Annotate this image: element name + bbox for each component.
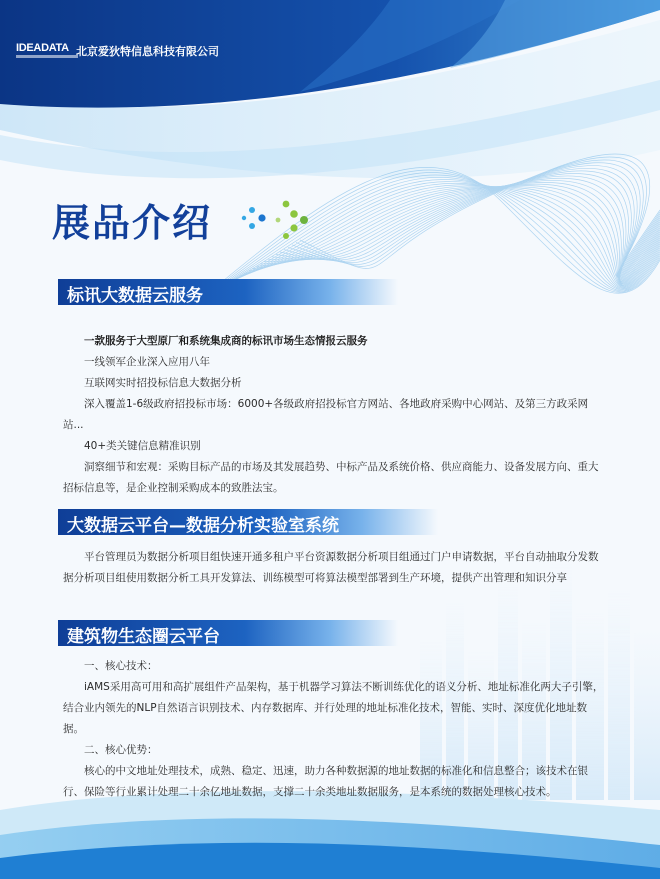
company-name: 北京爱狄特信息科技有限公司 — [76, 45, 219, 58]
section-title: 标讯大数据云服务 — [67, 286, 203, 306]
paragraph: 二、核心优势： — [84, 744, 158, 756]
logo-wordmark: IDEADATA — [16, 42, 69, 54]
paragraph: iAMS采用高可用和高扩展组件产品架构，基于机器学习算法不断训练优化的语义分析、地址标准化两大子引擎，结合业内领先的NLP自然语言识别技术、内存数据库、并行处理的地址标准化技术，智能、实时、深度优化地址数据。 — [63, 681, 604, 735]
paragraph: 一、核心技术： — [84, 660, 158, 672]
paragraph: 深入覆盖1-6级政府招投标市场：6000+各级政府招投标官方网站、各地政府采购中心网站、及第三方政采网站... — [63, 398, 589, 431]
paragraph: 一线领军企业深入应用八年 — [84, 356, 210, 368]
section-body-1 — [63, 331, 605, 499]
section-header-3 — [58, 620, 398, 646]
decorative-dots-icon — [236, 198, 320, 240]
paragraph: 核心的中文地址处理技术，成熟、稳定、迅速，助力各种数据源的地址数据的标准化和信息整合；该技术在银行、保险等行业累计处理二十余亿地址数据，支撑二十余类地址数据服务，是本系统的数据处理核心技术。 — [63, 765, 588, 798]
section-header-2 — [58, 509, 438, 535]
logo-underline — [16, 55, 78, 58]
section-body-3 — [63, 656, 605, 803]
page-title: 展品介绍 — [52, 201, 213, 245]
paragraph: 互联网实时招投标信息大数据分析 — [84, 377, 242, 389]
company-logo — [16, 41, 69, 63]
section-header-1 — [58, 279, 398, 305]
paragraph: 40+类关键信息精准识别 — [84, 440, 201, 452]
logo-mark — [16, 41, 69, 63]
section-title: 大数据云平台—数据分析实验室系统 — [67, 516, 339, 536]
section-body-2 — [63, 547, 605, 589]
section-title: 建筑物生态圈云平台 — [67, 627, 220, 647]
paragraph: 平台管理员为数据分析项目组快速开通多租户平台资源数据分析项目组通过门户申请数据，平台自动抽取分发数据分析项目组使用数据分析工具开发算法、训练模型可将算法模型部署到生产环境，提供产出管理和知识分享 — [63, 551, 599, 584]
paragraph: 洞察细节和宏观：采购目标产品的市场及其发展趋势、中标产品及系统价格、供应商能力、设备发展方向、重大招标信息等，是企业控制采购成本的致胜法宝。 — [63, 461, 599, 494]
section-lead: 一款服务于大型原厂和系统集成商的标讯市场生态情报云服务 — [84, 335, 368, 347]
